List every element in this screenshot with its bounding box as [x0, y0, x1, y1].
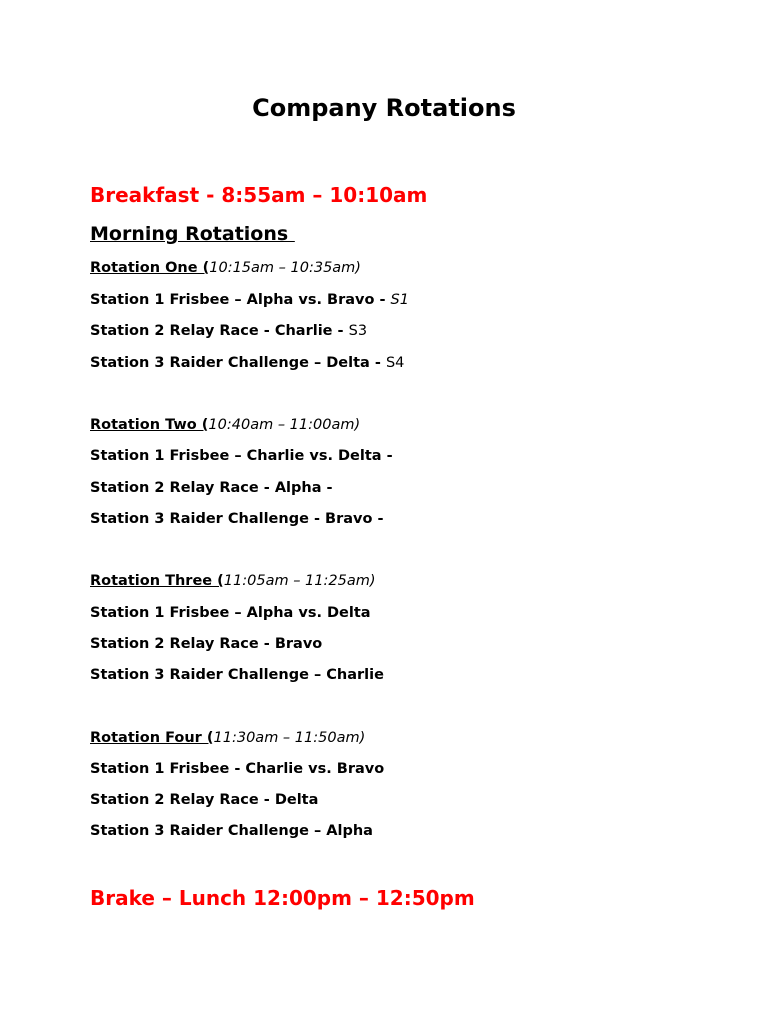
- station-line: [90, 821, 373, 841]
- station-line: [90, 446, 393, 466]
- station-text: Station 1 Frisbee – Alpha vs. Delta: [90, 605, 371, 621]
- station-note: S4: [385, 355, 405, 371]
- station-text: Station 1 Frisbee – Charlie vs. Delta -: [90, 448, 393, 464]
- station-line: [90, 353, 404, 373]
- station-text: Station 3 Raider Challenge – Delta -: [90, 355, 386, 371]
- rotation-time: 10:15am – 10:35am): [209, 260, 361, 276]
- station-text: Station 1 Frisbee - Charlie vs. Bravo: [90, 761, 385, 777]
- rotation-heading: [90, 571, 376, 591]
- rotation-time: 11:30am – 11:50am): [213, 730, 366, 746]
- station-line: [90, 478, 333, 498]
- rotation-heading: [90, 258, 361, 278]
- rotation-name: Rotation One (: [90, 260, 210, 276]
- rotation-name: Rotation Three (: [90, 573, 224, 589]
- document-title: Company Rotations: [252, 94, 516, 122]
- station-text: Station 2 Relay Race - Bravo: [90, 636, 323, 652]
- station-text: Station 2 Relay Race - Alpha -: [90, 480, 333, 496]
- station-line: [90, 759, 384, 779]
- station-line: [90, 665, 384, 685]
- station-text: Station 3 Raider Challenge – Charlie: [90, 667, 384, 683]
- rotation-name: Rotation Four (: [90, 730, 214, 746]
- station-line: [90, 634, 322, 654]
- station-note: S3: [348, 323, 368, 339]
- station-text: Station 2 Relay Race - Delta: [90, 792, 319, 808]
- station-text: Station 2 Relay Race - Charlie -: [90, 323, 349, 339]
- station-line: [90, 603, 371, 623]
- station-line: [90, 290, 409, 310]
- station-line: [90, 321, 367, 341]
- breakfast-time: Breakfast - 8:55am – 10:10am: [90, 183, 428, 207]
- station-line: [90, 790, 318, 810]
- station-text: Station 3 Raider Challenge - Bravo -: [90, 511, 384, 527]
- station-line: [90, 509, 384, 529]
- rotation-heading: [90, 728, 365, 748]
- rotation-heading: [90, 415, 360, 435]
- morning-rotations-heading: Morning Rotations: [90, 223, 295, 245]
- station-text: Station 1 Frisbee – Alpha vs. Bravo -: [90, 292, 391, 308]
- station-text: Station 3 Raider Challenge – Alpha: [90, 823, 373, 839]
- station-note: S1: [390, 292, 409, 308]
- rotation-name: Rotation Two (: [90, 417, 209, 433]
- rotation-time: 11:05am – 11:25am): [223, 573, 376, 589]
- rotation-time: 10:40am – 11:00am): [208, 417, 361, 433]
- lunch-time: Brake – Lunch 12:00pm – 12:50pm: [90, 886, 475, 910]
